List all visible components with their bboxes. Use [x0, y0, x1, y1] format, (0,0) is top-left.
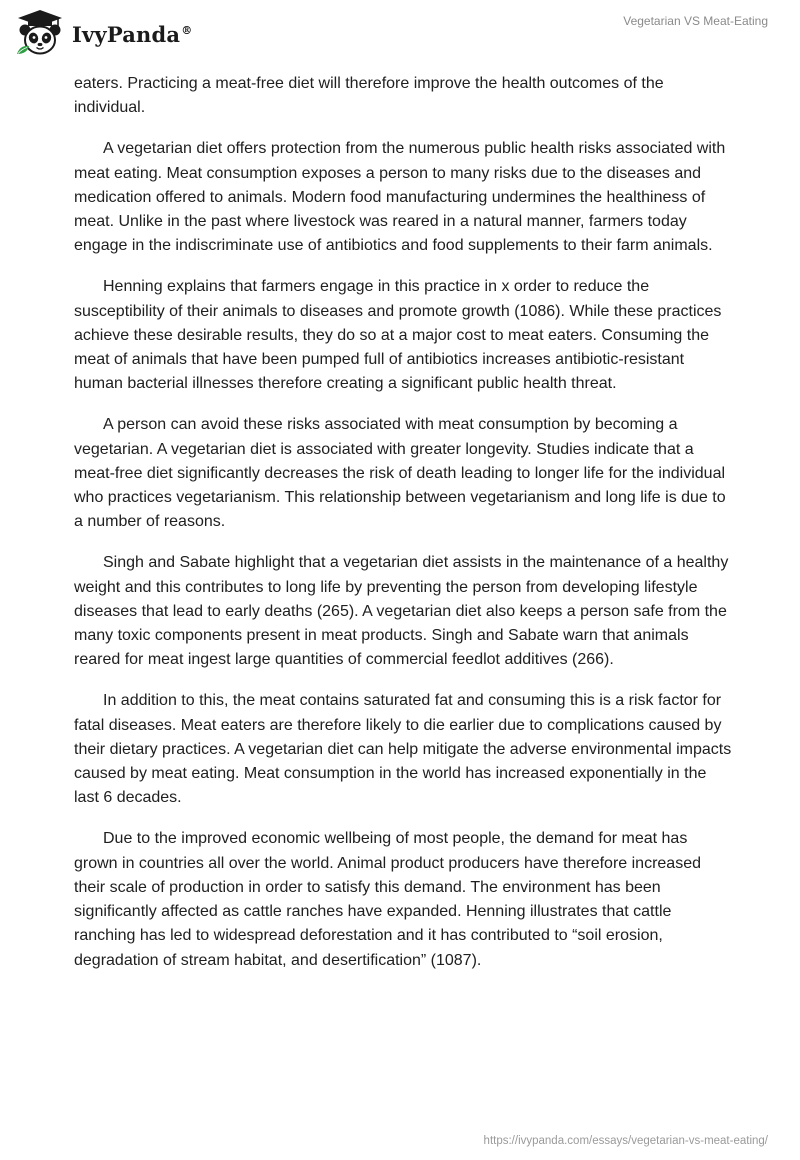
source-url[interactable]: https://ivypanda.com/essays/vegetarian-vs-meat-eating/ — [483, 1135, 768, 1147]
document-title: Vegetarian VS Meat-Eating — [623, 14, 768, 28]
brand-name: IvyPanda® — [72, 21, 193, 47]
panda-graduate-icon — [14, 8, 66, 58]
paragraph: Singh and Sabate highlight that a vegetarian diet assists in the maintenance of a healthy weight and this contributes to long life by preventing the person from developing lifestyle diseases that lead to early deaths (265). A vegetarian diet also keeps a person safe from the many toxic components present in meat products. Singh and Sabate warn that animals reared for meat ingest large quantities of commercial feedlot additives (266). — [74, 554, 729, 669]
paragraph: Henning explains that farmers engage in this practice in x order to reduce the susceptibility of their animals to diseases and promote growth (1086). While these practices achieve these desirable results, they do so at a major cost to meat eaters. Consuming the meat of animals that have been pumped full of antibiotics increases antibiotic-resistant human bacterial illnesses therefore creating a significant public health threat. — [74, 278, 722, 393]
paragraph: A person can avoid these risks associated with meat consumption by becoming a vegetarian. A vegetarian diet is associated with greater longevity. Studies indicate that a meat-free diet significantly decreases the risk of death leading to longer life for the individual who practices vegetarianism. This relationship between vegetarianism and long life is due to a number of reasons. — [74, 416, 726, 531]
ivypanda-logo[interactable] — [14, 8, 192, 58]
paragraph: Due to the improved economic wellbeing of most people, the demand for meat has grown in countries all over the world. Animal product producers have therefore increased their scale of production in order to satisfy this demand. The environment has been significantly affected as cattle ranches have expanded. Henning illustrates that cattle ranching has led to widespread deforestation and it has contributed to “soil erosion, degradation of stream habitat, and desertification” (1087). — [74, 830, 701, 969]
paragraph: A vegetarian diet offers protection from the numerous public health risks associated with meat eating. Meat consumption exposes a person to many risks due to the diseases and medication offered to animals. Modern food manufacturing undermines the healthiness of meat. Unlike in the past where livestock was reared in a natural manner, farmers today engage in the indiscriminate use of antibiotics and food supplements to their farm animals. — [74, 140, 726, 255]
paragraph: In addition to this, the meat contains saturated fat and consuming this is a risk factor for fatal diseases. Meat eaters are therefore likely to die earlier due to complications caused by their dietary practices. A vegetarian diet can help mitigate the adverse environmental impacts caused by meat eating. Meat consumption in the world has increased exponentially in the last 6 decades. — [74, 692, 732, 807]
page-header — [0, 0, 800, 66]
essay-body — [74, 72, 734, 990]
paragraph-continuation: eaters. Practicing a meat-free diet will therefore improve the health outcomes of the individual. — [74, 75, 664, 117]
